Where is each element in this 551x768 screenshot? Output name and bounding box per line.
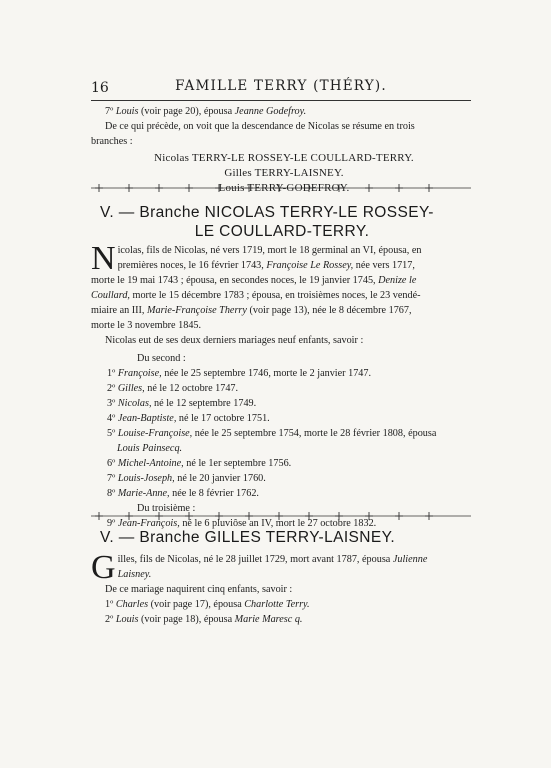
header-rule <box>91 100 471 101</box>
person-name: Charles <box>115 599 149 610</box>
text-run: morte le 19 mai 1743 ; épousa, en secondes noces, le 19 janvier 1745, <box>91 275 376 286</box>
list-number: 5º <box>107 428 116 439</box>
person-name: Michel-Antoine, <box>117 458 184 469</box>
spouse-name: Denize le <box>378 275 417 286</box>
list-number: 2º <box>105 614 114 625</box>
list-item <box>91 441 477 456</box>
para-line <box>118 258 477 273</box>
second-marriage-label: Du second : <box>137 353 186 364</box>
section-1-body <box>91 240 477 531</box>
children-intro: De ce mariage naquirent cinq enfants, savoir : <box>105 584 293 595</box>
text-run: (voir page 18), épousa <box>141 614 233 625</box>
spouse-name: Marie Maresc q. <box>234 614 303 625</box>
text-run: né le 17 octobre 1751. <box>178 413 270 424</box>
text-run: premières noces, le 16 février 1743, <box>117 260 264 271</box>
drop-cap: G <box>91 549 116 586</box>
person-name: Louis <box>115 106 139 117</box>
list-item <box>91 471 477 486</box>
para-line: morte le 3 novembre 1845. <box>91 320 202 331</box>
children-intro: Nicolas eut de ses deux derniers mariages neuf enfants, savoir : <box>105 335 364 346</box>
section-1-title <box>86 203 478 241</box>
list-number: 7º <box>107 473 116 484</box>
list-number: 4º <box>107 413 116 424</box>
ornament-divider <box>91 510 471 522</box>
person-name: Marie-Anne, <box>117 488 170 499</box>
para-line <box>118 552 477 567</box>
drop-cap: N <box>91 240 116 277</box>
list-number: 9º <box>107 518 116 529</box>
person-name: Françoise, <box>117 368 162 379</box>
section-1-title-line-2: LE COULLARD-TERRY. <box>194 223 370 240</box>
person-name: Gilles, <box>117 383 145 394</box>
text-run: née le 25 septembre 1754, morte le 28 février 1808, épousa <box>194 428 437 439</box>
text-run: né le 12 septembre 1749. <box>154 398 257 409</box>
spouse-name: Marie-Françoise Therry <box>147 305 247 316</box>
third-marriage-label: Du troisième : <box>137 503 196 514</box>
text-run: né le 6 pluviôse an IV, mort le 27 octobre 1832. <box>182 518 377 529</box>
list-item <box>91 456 477 471</box>
list-item <box>91 411 477 426</box>
person-name: Louise-Françoise, <box>117 428 193 439</box>
text-run: (voir page 13), née le 8 décembre 1767, <box>249 305 412 316</box>
list-number: 7º <box>105 106 114 117</box>
spouse-name: Louis Painsecq. <box>117 443 183 454</box>
text-run: née vers 1717, <box>355 260 415 271</box>
ornament-divider <box>91 182 471 194</box>
list-item <box>91 381 477 396</box>
list-number: 6º <box>107 458 116 469</box>
para-line <box>91 273 477 288</box>
text-run: morte le 15 décembre 1783 ; épousa, en troisièmes noces, le 23 vendé- <box>132 290 421 301</box>
intro-line-1 <box>91 104 477 119</box>
section-1-title-line-1: V. — Branche NICOLAS TERRY-LE ROSSEY- <box>100 204 434 221</box>
list-item <box>91 366 477 381</box>
text-run: né le 12 octobre 1747. <box>147 383 239 394</box>
list-item <box>91 396 477 411</box>
branch-3: Louis TERRY-GODEFROY. <box>218 182 350 194</box>
list-number: 1º <box>107 368 116 379</box>
spouse-name: Françoise Le Rossey, <box>266 260 354 271</box>
intro-line-2: De ce qui précède, on voit que la descendance de Nicolas se résume en trois <box>105 121 415 132</box>
text-run: miaire an III, <box>91 305 145 316</box>
text-run: née le 25 septembre 1746, morte le 2 janvier 1747. <box>164 368 372 379</box>
person-name: Jean-François, <box>117 518 180 529</box>
list-number: 1º <box>105 599 114 610</box>
person-name: Louis <box>115 614 139 625</box>
text-run: née le 8 février 1762. <box>172 488 259 499</box>
person-name: Jean-Baptiste, <box>117 413 177 424</box>
para-line <box>91 303 477 318</box>
list-item <box>91 486 477 501</box>
intro-line-3: branches : <box>91 136 133 147</box>
section-2-title: V. — Branche GILLES TERRY-LAISNEY. <box>100 529 396 546</box>
branch-1: Nicolas TERRY-LE ROSSEY-LE COULLARD-TERRY. <box>154 152 414 164</box>
list-number: 8º <box>107 488 116 499</box>
person-name: Nicolas, <box>117 398 152 409</box>
spouse-name: Laisney. <box>117 569 152 580</box>
text-run: né le 1er septembre 1756. <box>186 458 292 469</box>
text-run: illes, fils de Nicolas, né le 28 juillet 1729, mort avant 1787, épousa <box>117 554 391 565</box>
running-title: FAMILLE TERRY (THÉRY). <box>175 78 387 94</box>
spouse-name: Jeanne Godefroy. <box>234 106 307 117</box>
list-number: 3º <box>107 398 116 409</box>
text-run: (voir page 17), épousa <box>150 599 242 610</box>
spouse-name: Julienne <box>392 554 428 565</box>
spouse-name: Coullard, <box>91 290 130 301</box>
person-name: Louis-Joseph, <box>117 473 175 484</box>
page-header <box>91 76 471 98</box>
para-line <box>118 567 477 582</box>
page-number: 16 <box>91 80 109 96</box>
para-line <box>91 288 477 303</box>
spouse-name: Charlotte Terry. <box>244 599 310 610</box>
list-item <box>91 612 477 627</box>
text-run: né le 20 janvier 1760. <box>177 473 266 484</box>
list-item <box>91 597 477 612</box>
text-run: (voir page 20), épousa <box>141 106 233 117</box>
list-number: 2º <box>107 383 116 394</box>
para-line: icolas, fils de Nicolas, né vers 1719, mort le 18 germinal an VI, épousa, en <box>117 245 422 256</box>
list-item <box>91 426 477 441</box>
section-2-body <box>91 549 477 627</box>
branch-2: Gilles TERRY-LAISNEY. <box>224 167 344 179</box>
